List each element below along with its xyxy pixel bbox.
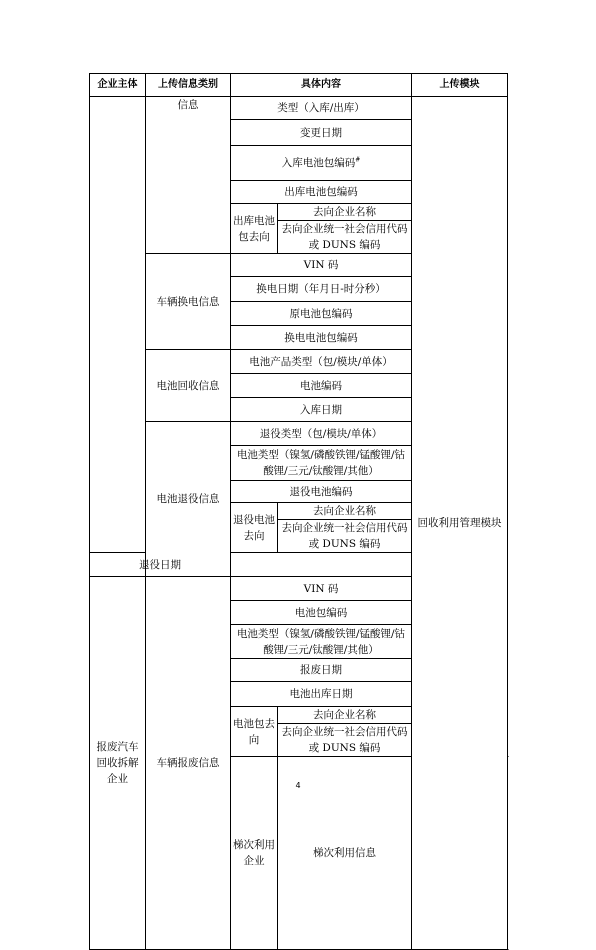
content-pack-outbound-date: 电池出库日期: [231, 682, 412, 707]
category-info: 信息: [146, 97, 231, 254]
content-dest-name: 去向企业名称: [278, 204, 412, 221]
category-retire: 电池退役信息: [146, 422, 231, 577]
content-retired-code: 退役电池编码: [231, 481, 412, 503]
table-row: [90, 97, 508, 120]
page-number: 4: [295, 781, 301, 790]
category-swap: 车辆换电信息: [146, 254, 231, 350]
content-table: [89, 73, 508, 950]
content-change-date: 变更日期: [231, 120, 412, 146]
content-pack-destination: 电池包去向: [231, 707, 278, 757]
content-battery-code: 电池编码: [231, 374, 412, 398]
header-entity: 企业主体: [90, 74, 146, 97]
content-scrap-date: 报废日期: [231, 659, 412, 682]
content-retire-destination: 退役电池去向: [231, 503, 278, 553]
content-dest-code: 去向企业统一社会信用代码或 DUNS 编码: [278, 221, 412, 254]
category-cascade: 梯次利用信息: [278, 757, 412, 950]
content-inbound-pack-code: 入库电池包编码#: [231, 146, 412, 181]
header-module: 上传模块: [412, 74, 508, 97]
entity-cascade: 梯次利用企业: [231, 757, 278, 950]
content-dest-code: 去向企业统一社会信用代码或 DUNS 编码: [278, 724, 412, 757]
content-dest-name: 去向企业名称: [278, 707, 412, 724]
content-dest-code: 去向企业统一社会信用代码或 DUNS 编码: [278, 520, 412, 553]
header-content: 具体内容: [231, 74, 412, 97]
content-vin: VIN 码: [231, 254, 412, 277]
entity-scrap: 报废汽车回收拆解企业: [90, 577, 146, 950]
entity-cell-blank: [90, 97, 146, 553]
content-outbound-pack-code: 出库电池包编码: [231, 181, 412, 204]
header-category: 上传信息类别: [146, 74, 231, 97]
content-original-pack-code: 原电池包编码: [231, 302, 412, 326]
content-chem-type: 电池类型（镍氢/磷酸铁锂/锰酸锂/钴酸锂/三元/钛酸锂/其他）: [231, 446, 412, 481]
content-type: 类型（入库/出库）: [231, 97, 412, 120]
content-vin: VIN 码: [231, 577, 412, 601]
upload-module: 回收利用管理模块: [412, 97, 508, 950]
content-product-type: 电池产品类型（包/模块/单体）: [231, 350, 412, 374]
category-recycle: 电池回收信息: [146, 350, 231, 422]
content-outbound-destination: 出库电池包去向: [231, 204, 278, 254]
content-chem-type: 电池类型（镍氢/磷酸铁锂/锰酸锂/钴酸锂/三元/钛酸锂/其他）: [231, 625, 412, 659]
content-pack-code: 电池包编码: [231, 601, 412, 625]
content-retire-date: 退役日期: [90, 553, 231, 577]
content-inbound-date: 入库日期: [231, 398, 412, 422]
content-new-pack-code: 换电电池包编码: [231, 326, 412, 350]
table-header-row: [90, 74, 508, 97]
category-scrap: 车辆报废信息: [146, 577, 231, 950]
content-swap-date: 换电日期（年月日-时分秒）: [231, 277, 412, 302]
content-dest-name: 去向企业名称: [278, 503, 412, 520]
content-retire-type: 退役类型（包/模块/单体）: [231, 422, 412, 446]
footnote-mark: #: [355, 156, 361, 164]
